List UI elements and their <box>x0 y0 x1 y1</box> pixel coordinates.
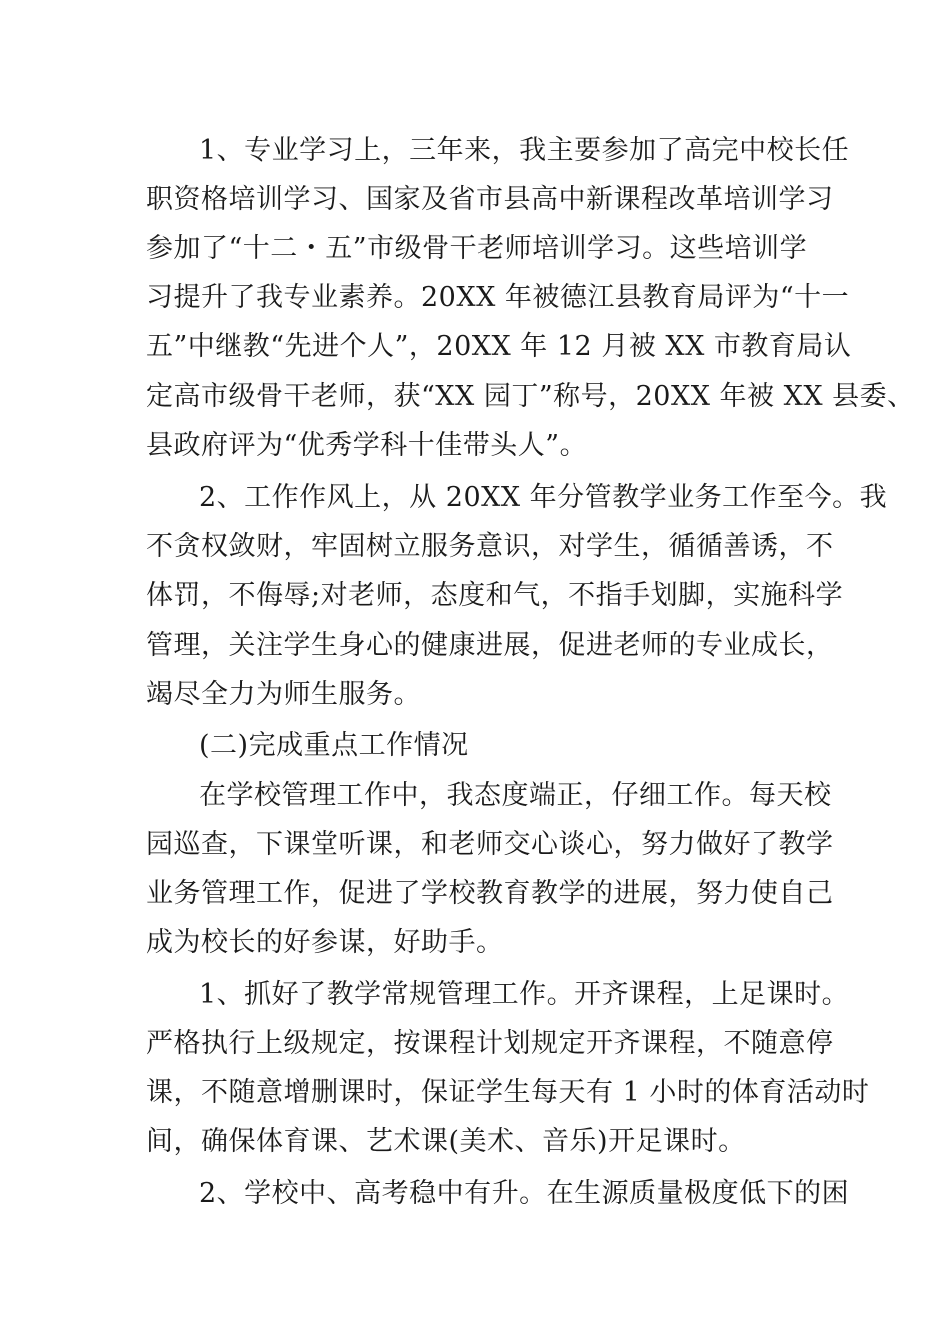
paragraph-line: 县政府评为“优秀学科十佳带头人”。 <box>146 430 588 461</box>
paragraph-line: 定高市级骨干老师，获“XX 园丁”称号，20XX 年被 XX 县委、 <box>146 381 915 412</box>
paragraph-line: 严格执行上级规定，按课程计划规定开齐课程，不随意停 <box>146 1028 834 1059</box>
paragraph-line: 在学校管理工作中，我态度端正，仔细工作。每天校 <box>199 780 832 811</box>
paragraph-line: 业务管理工作，促进了学校教育教学的进展，努力使自己 <box>146 878 834 909</box>
paragraph-line: 竭尽全力为师生服务。 <box>146 679 421 710</box>
paragraph-line: 管理，关注学生身心的健康进展，促进老师的专业成长， <box>146 630 834 661</box>
paragraph-line: 1、抓好了教学常规管理工作。开齐课程，上足课时。 <box>199 979 850 1010</box>
paragraph-line: 园巡查，下课堂听课，和老师交心谈心，努力做好了教学 <box>146 829 834 860</box>
paragraph-line: 1、专业学习上，三年来，我主要参加了高完中校长任 <box>199 135 850 166</box>
paragraph-line: 2、学校中、高考稳中有升。在生源质量极度低下的困 <box>199 1178 850 1209</box>
paragraph-line: 2、工作作风上，从 20XX 年分管教学业务工作至今。我 <box>199 482 888 513</box>
paragraph-line: 体罚，不侮辱;对老师，态度和气，不指手划脚，实施科学 <box>146 580 844 611</box>
paragraph-line: 不贪权敛财，牢固树立服务意识，对学生，循循善诱，不 <box>146 531 834 562</box>
paragraph-line: 成为校长的好参谋，好助手。 <box>146 927 504 958</box>
section-heading: (二)完成重点工作情况 <box>199 730 469 761</box>
paragraph-line: 间，确保体育课、艺术课(美术、音乐)开足课时。 <box>146 1126 746 1157</box>
paragraph-line: 职资格培训学习、国家及省市县高中新课程改革培训学习 <box>146 184 834 215</box>
paragraph-line: 参加了“十二・五”市级骨干老师培训学习。这些培训学 <box>146 233 808 264</box>
paragraph-line: 五”中继教“先进个人”，20XX 年 12 月被 XX 市教育局认 <box>146 331 852 362</box>
paragraph-line: 习提升了我专业素养。20XX 年被德江县教育局评为“十一 <box>146 282 850 313</box>
paragraph-line: 课，不随意增删课时，保证学生每天有 1 小时的体育活动时 <box>146 1077 870 1108</box>
